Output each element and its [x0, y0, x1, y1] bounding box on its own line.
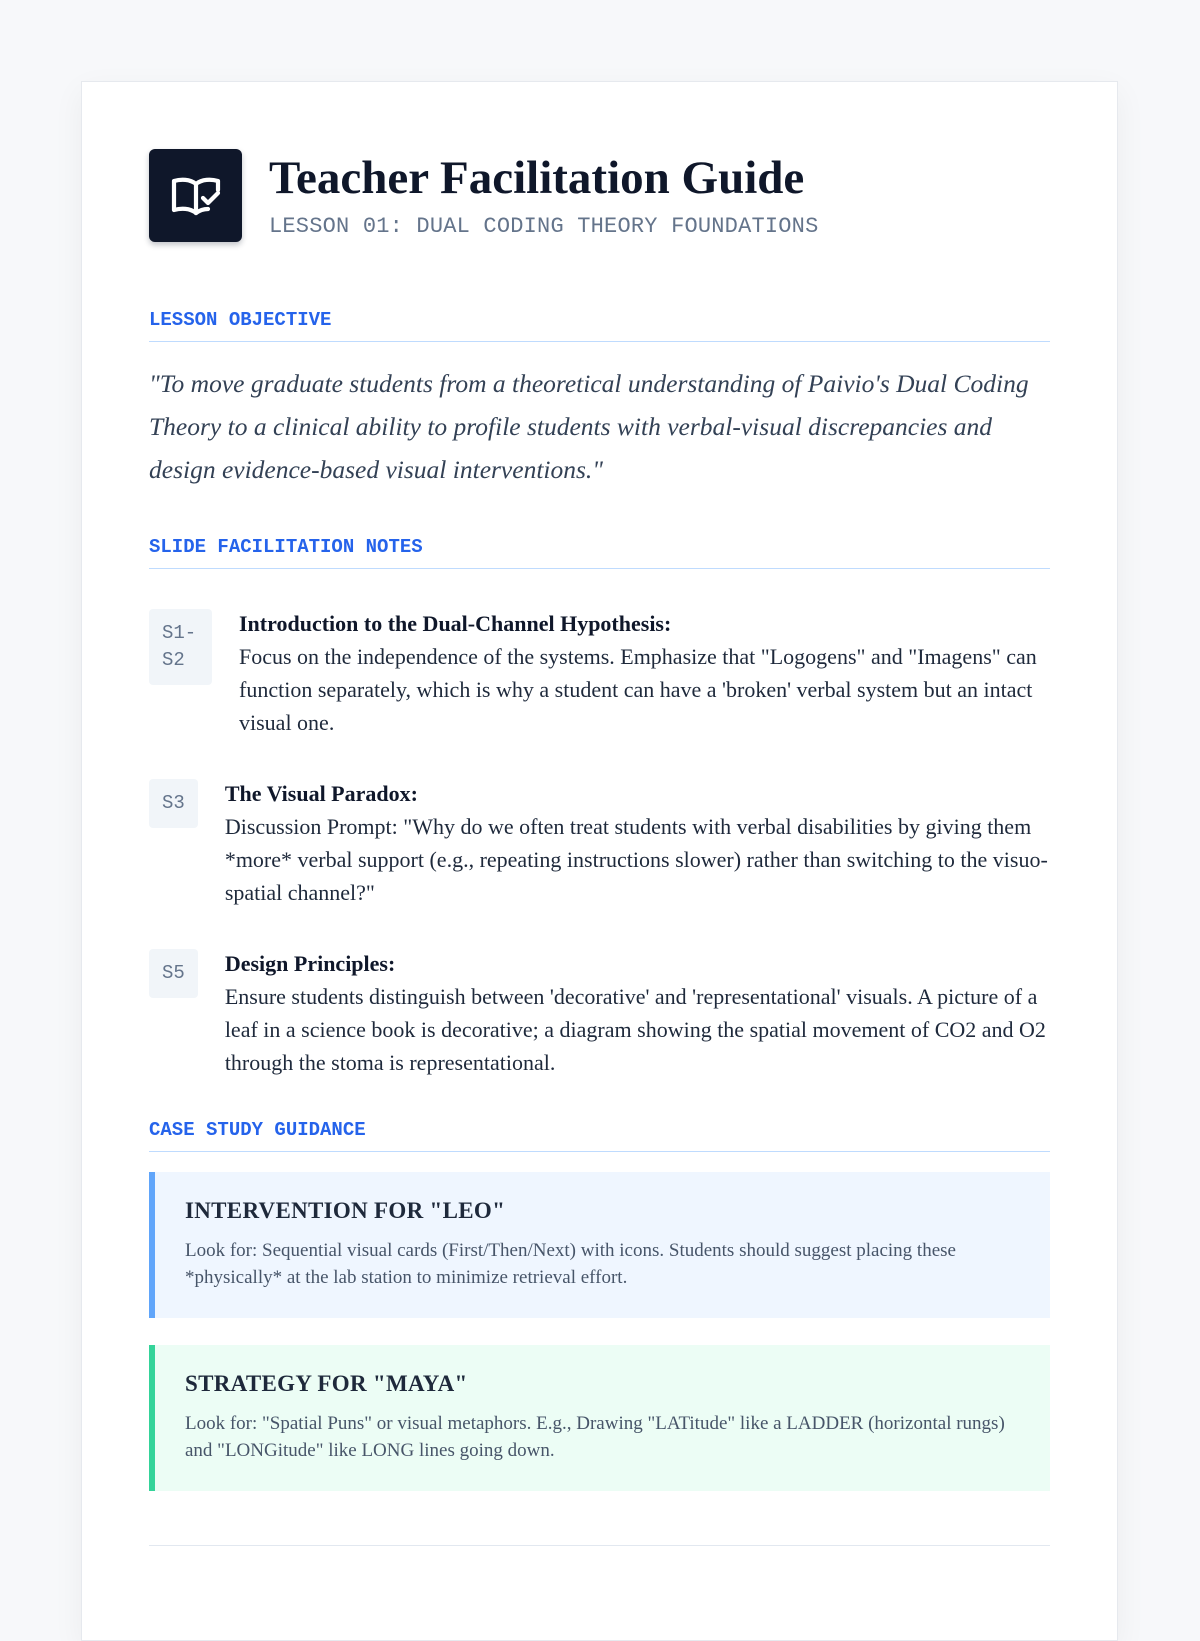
note-body: Discussion Prompt: "Why do we often treat students with verbal disabilities by giving them *more* verbal support (e.g., repeating instructions slower) rather than switching to the visuo-spatial channel?": [224, 814, 1048, 905]
case-card-body: Look for: Sequential visual cards (First/Then/Next) with icons. Students should suggest placing these *physically* at the lab station to minimize retrieval effort.: [185, 1240, 956, 1288]
note-item: [149, 779, 1050, 909]
note-title: Introduction to the Dual-Channel Hypothesis:: [239, 611, 672, 636]
lesson-subtitle: LESSON 01: DUAL CODING THEORY FOUNDATIONS: [269, 213, 819, 239]
note-content: [225, 947, 1050, 1079]
page-title: Teacher Facilitation Guide: [269, 151, 805, 204]
case-card-body: Look for: "Spatial Puns" or visual metaphors. E.g., Drawing "LATitude" like a LADDER (horizontal rungs) and "LONGitude" like LONG lines going down.: [185, 1413, 1005, 1461]
footer-divider: [149, 1545, 1050, 1546]
note-body: Focus on the independence of the systems. Emphasize that "Logogens" and "Imagens" can function separately, which is why a student can have a 'broken' verbal system but an intact visual one.: [239, 644, 1037, 735]
note-item: [149, 949, 1050, 1079]
objective-quote: "To move graduate students from a theoretical understanding of Paivio's Dual Coding Theory to a clinical ability to profile students with verbal-visual discrepancies and design evidence-based visual interventions.": [149, 369, 1029, 484]
page-content: [149, 149, 1050, 1546]
slide-badge: S3: [149, 779, 198, 828]
objective-heading: LESSON OBJECTIVE: [149, 309, 1050, 342]
slide-badge: S5: [149, 949, 198, 998]
note-content: [225, 777, 1050, 909]
book-check-icon: [149, 149, 242, 242]
notes-list: [149, 609, 1050, 1079]
note-title: Design Principles:: [224, 951, 396, 976]
case-study-heading: CASE STUDY GUIDANCE: [149, 1119, 1050, 1152]
case-card-title: STRATEGY FOR "MAYA": [185, 1371, 468, 1396]
page-header: [149, 149, 1050, 242]
notes-heading: SLIDE FACILITATION NOTES: [149, 536, 1050, 569]
note-item: [149, 609, 1050, 739]
slide-badge: S1-S2: [149, 609, 212, 685]
title-block: [269, 153, 819, 239]
note-content: [239, 607, 1050, 739]
note-title: The Visual Paradox:: [224, 781, 418, 806]
case-card-leo: [149, 1172, 1050, 1318]
guide-page: [81, 81, 1118, 1641]
note-body: Ensure students distinguish between 'decorative' and 'representational' visuals. A picture of a leaf in a science book is decorative; a diagram showing the spatial movement of CO2 and O2 through the stoma is representational.: [224, 984, 1046, 1075]
case-card-maya: [149, 1345, 1050, 1491]
case-card-title: INTERVENTION FOR "LEO": [185, 1198, 506, 1223]
